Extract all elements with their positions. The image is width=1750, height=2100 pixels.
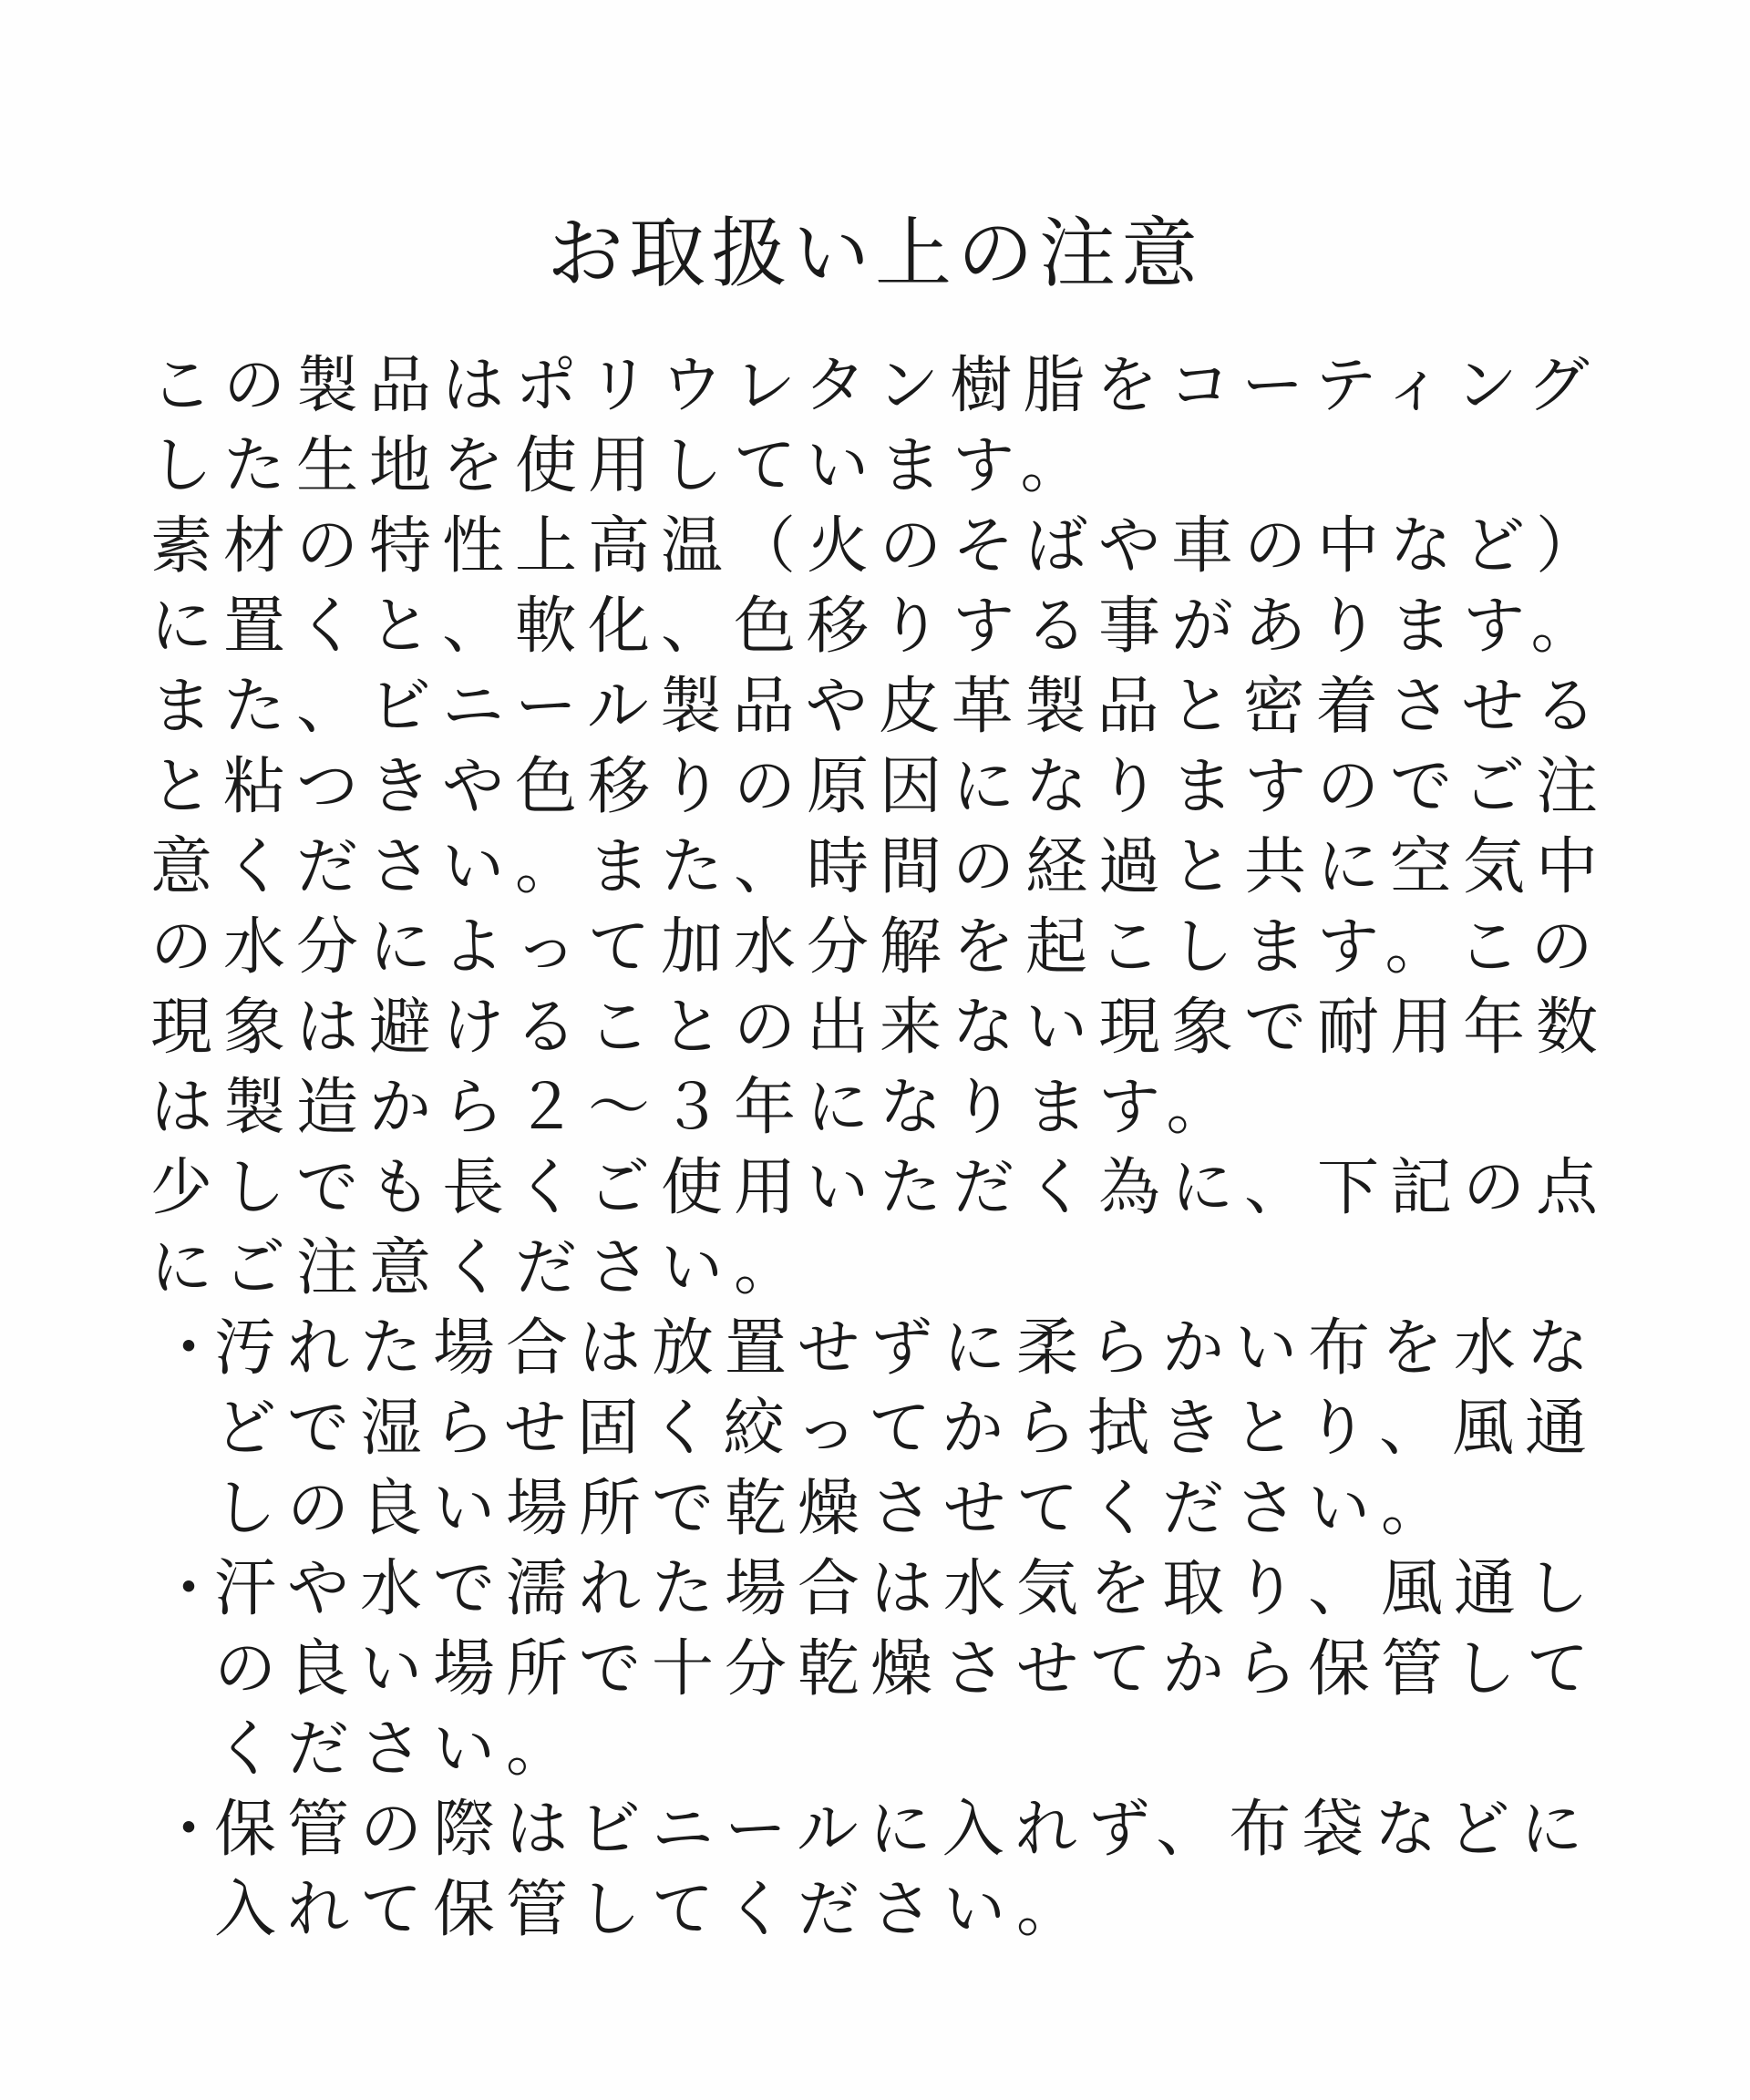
text-line: の水分によって加水分解を起こします。この: [150, 911, 1604, 983]
intro-paragraph: [150, 346, 1645, 1309]
notice-body: [150, 346, 1645, 1951]
text-line: 素材の特性上高温（火のそばや車の中など）: [150, 510, 1610, 582]
text-line: と粘つきや色移りの原因になりますのでご注: [150, 751, 1610, 823]
list-item: [150, 1549, 1645, 1790]
text-line: 汚れた場合は放置せずに柔らかい布を水な: [214, 1312, 1601, 1385]
bullet-marker: ・: [158, 1794, 221, 1866]
text-line: この製品はポリウレタン樹脂をコーティング: [150, 350, 1601, 422]
text-line: 入れて保管してください。: [214, 1874, 1090, 1946]
text-line: は製造から２～３年になります。: [150, 1072, 1240, 1144]
text-line: の良い場所で十分乾燥させてから保管して: [214, 1633, 1601, 1705]
text-line: した生地を使用しています。: [150, 430, 1094, 502]
text-line: 保管の際はビニールに入れず、布袋などに: [214, 1794, 1594, 1866]
text-line: 意ください。また、時間の経過と共に空気中: [150, 831, 1610, 903]
text-line: しの良い場所で乾燥させてください。: [214, 1473, 1455, 1545]
text-line: ください。: [214, 1714, 580, 1786]
text-line: 少しでも長くご使用いただく為に、下記の点: [150, 1152, 1610, 1224]
list-item: [150, 1790, 1645, 1951]
bullet-marker: ・: [158, 1553, 221, 1625]
text-line: また、ビニール製品や皮革製品と密着させる: [150, 671, 1608, 743]
text-line: にご注意ください。: [150, 1232, 808, 1304]
text-line: 現象は避けることの出来ない現象で耐用年数: [150, 992, 1610, 1064]
text-line: 汗や水で濡れた場合は水気を取り、風通し: [214, 1553, 1601, 1625]
text-line: どで湿らせ固く絞ってから拭きとり、風通: [214, 1393, 1598, 1465]
text-line: に置くと、軟化、色移りする事があります。: [150, 591, 1604, 663]
page-title: お取扱い上の注意: [546, 209, 1203, 298]
caution-list: [150, 1309, 1645, 1951]
bullet-marker: ・: [158, 1312, 221, 1385]
list-item: [150, 1309, 1645, 1549]
